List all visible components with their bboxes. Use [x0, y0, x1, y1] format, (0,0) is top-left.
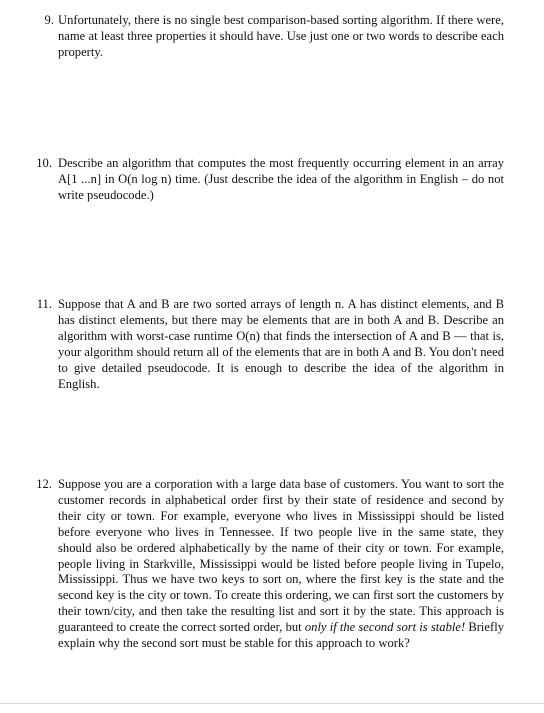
question-9 — [38, 13, 504, 61]
question-text-part: Suppose you are a corporation with a large data base of customers. You want to sort the customer records in alphabetical order first by their state of residence and second by their city or town. For example, everyone who lives in Mississippi should be listed before everyone who lives in Tennessee. If two people live in the same state, they should also be ordered alphabetically by the name of their city or town. For example, people living in Starkville, Mississippi would be listed before people living in Tupelo, Mississippi. Thus we have two keys to sort on, where the first key is the state and the second key is the city or town. To create this ordering, we can first sort the customers by their town/city, and then take the resulting list and sort it by the state. This approach is guaranteed to create the correct sorted order, but — [58, 477, 504, 635]
emphasized-text: only if the second sort is stable! — [304, 620, 466, 635]
page-bottom-divider — [0, 703, 544, 704]
question-number: 12. — [36, 477, 52, 491]
question-number: 9. — [44, 13, 54, 27]
question-number: 11. — [36, 297, 52, 311]
question-text: Describe an algorithm that computes the most frequently occurring element in an array A[1 ...n] in O(n log n) time. (Just describe the idea of the algorithm in English – do not write pseudocode.) — [58, 156, 504, 202]
question-12 — [38, 477, 504, 652]
question-text: Unfortunately, there is no single best comparison-based sorting algorithm. If there were, name at least three properties it should have. Use just one or two words to describe each property. — [58, 13, 504, 59]
question-text — [58, 477, 504, 652]
question-text: Suppose that A and B are two sorted arrays of length n. A has distinct elements, and B has distinct elements, but there may be elements that are in both A and B. Describe an algorithm with worst-case runtime O(n) that finds the intersection of A and B — that is, your algorithm should return all of the elements that are in both A and B. You don't need to give detailed pseudocode. It is enough to describe the idea of the algorithm in English. — [58, 297, 504, 391]
question-10 — [38, 156, 504, 204]
question-text-part: Briefly explain why the second sort must be stable for this approach to work? — [58, 620, 504, 651]
question-number: 10. — [36, 156, 52, 170]
question-11 — [38, 297, 504, 392]
